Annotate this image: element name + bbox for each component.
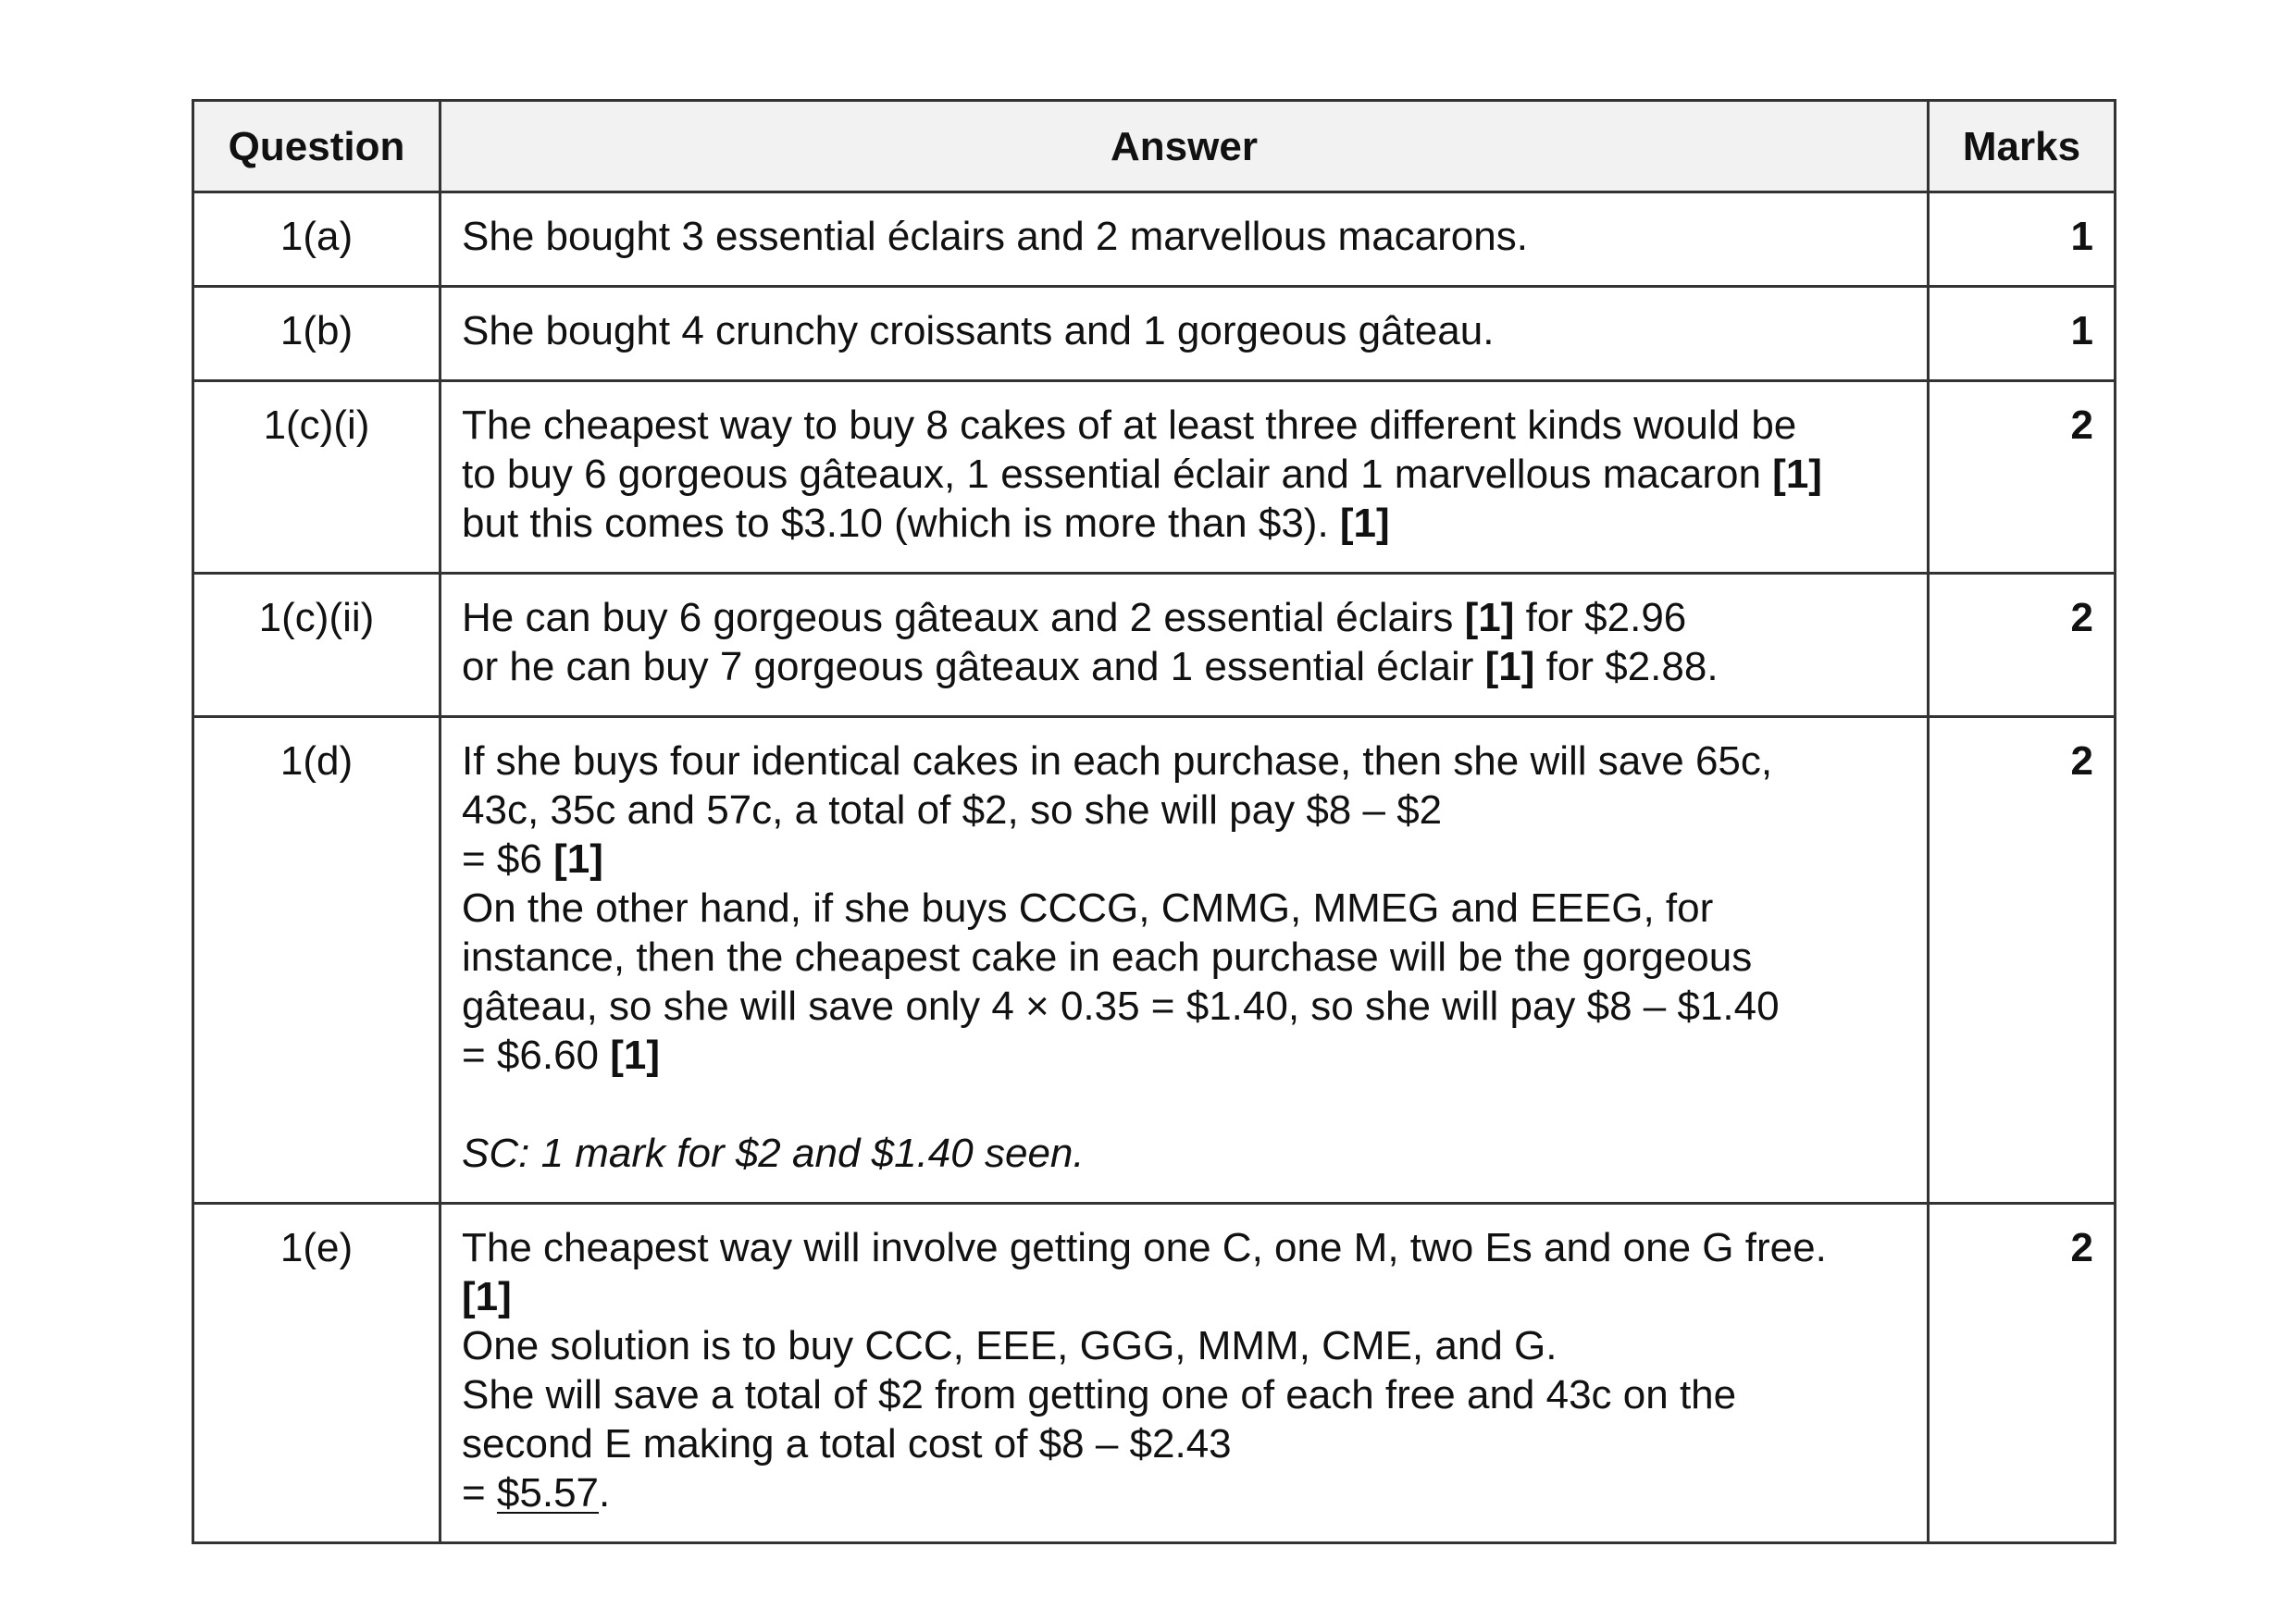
- answer-text: gâteau, so she will save only 4 × 0.35 = $1.40, so she will pay $8 – $1.40: [462, 984, 1780, 1029]
- answer-line: [462, 933, 1906, 982]
- mark-tag: [1]: [1484, 644, 1535, 689]
- table-row: [193, 287, 2116, 381]
- answer-text: second E making a total cost of $8 – $2.43: [462, 1421, 1232, 1467]
- answer-text: 43c, 35c and 57c, a total of $2, so she will pay $8 – $2: [462, 787, 1443, 833]
- blank-line: [462, 1080, 1906, 1129]
- answer-line: [462, 736, 1906, 786]
- answer-cell: [441, 192, 1929, 287]
- answer-text: = $6: [462, 836, 554, 882]
- question-cell: 1(a): [193, 192, 441, 287]
- answer-text: instance, then the cheapest cake in each purchase will be the gorgeous: [462, 934, 1753, 980]
- marks-cell: 2: [1929, 574, 2116, 717]
- header-row: [193, 101, 2116, 192]
- answer-text: .: [599, 1470, 611, 1516]
- table-row: [193, 192, 2116, 287]
- answer-text: to buy 6 gorgeous gâteaux, 1 essential éclair and 1 marvellous macaron: [462, 452, 1773, 497]
- table-row: [193, 1204, 2116, 1543]
- answer-cell: [441, 287, 1929, 381]
- answer-text: She will save a total of $2 from getting one of each free and 43c on the: [462, 1372, 1737, 1417]
- answer-line: [462, 642, 1906, 691]
- marks-cell: 2: [1929, 1204, 2116, 1543]
- answer-line: [462, 401, 1906, 450]
- mark-tag: [1]: [1464, 595, 1515, 640]
- header-marks: Marks: [1929, 101, 2116, 192]
- question-cell: 1(d): [193, 717, 441, 1204]
- answer-text: or he can buy 7 gorgeous gâteaux and 1 essential éclair: [462, 644, 1485, 689]
- answer-text: If she buys four identical cakes in each purchase, then she will save 65c,: [462, 738, 1773, 784]
- marks-cell: 1: [1929, 192, 2116, 287]
- header-answer: Answer: [441, 101, 1929, 192]
- answer-line: [462, 593, 1906, 642]
- question-cell: 1(c)(ii): [193, 574, 441, 717]
- answer-text: for $2.88.: [1534, 644, 1719, 689]
- table-body: [193, 192, 2116, 1543]
- answer-line: [462, 499, 1906, 548]
- answer-line: [462, 786, 1906, 835]
- final-answer: $5.57: [496, 1470, 600, 1516]
- answer-line: [462, 1031, 1906, 1080]
- answer-text: He can buy 6 gorgeous gâteaux and 2 essential éclairs: [462, 595, 1465, 640]
- table-row: [193, 717, 2116, 1204]
- table-row: [193, 381, 2116, 574]
- answer-line: [462, 1223, 1906, 1272]
- mark-tag: [1]: [462, 1274, 512, 1319]
- mark-tag: [1]: [610, 1033, 661, 1078]
- question-cell: 1(c)(i): [193, 381, 441, 574]
- header-question: Question: [193, 101, 441, 192]
- answer-text: The cheapest way to buy 8 cakes of at least three different kinds would be: [462, 402, 1797, 448]
- mark-tag: [1]: [553, 836, 603, 882]
- special-case-note: SC: 1 mark for $2 and $1.40 seen.: [462, 1131, 1085, 1176]
- answer-line: [462, 1272, 1906, 1321]
- answer-line: [462, 835, 1906, 884]
- table-header: [193, 101, 2116, 192]
- answer-text: On the other hand, if she buys CCCG, CMMG, MMEG and EEEG, for: [462, 885, 1714, 931]
- answer-line: [462, 1468, 1906, 1517]
- answer-cell: [441, 717, 1929, 1204]
- mark-tag: [1]: [1772, 452, 1822, 497]
- answer-text: for $2.96: [1514, 595, 1687, 640]
- marks-cell: 2: [1929, 717, 2116, 1204]
- answer-line: [462, 884, 1906, 933]
- answer-line: [462, 212, 1906, 261]
- marks-cell: 2: [1929, 381, 2116, 574]
- question-cell: 1(b): [193, 287, 441, 381]
- answer-cell: [441, 381, 1929, 574]
- marks-cell: 1: [1929, 287, 2116, 381]
- answer-text: The cheapest way will involve getting one C, one M, two Es and one G free.: [462, 1225, 1827, 1270]
- answer-cell: [441, 574, 1929, 717]
- answer-line: [462, 982, 1906, 1031]
- answer-line: [462, 450, 1906, 499]
- answer-text: =: [462, 1470, 497, 1516]
- question-cell: 1(e): [193, 1204, 441, 1543]
- answer-line: [462, 306, 1906, 355]
- answer-text: One solution is to buy CCC, EEE, GGG, MMM, CME, and G.: [462, 1323, 1558, 1368]
- mark-tag: [1]: [1339, 501, 1390, 546]
- answer-line: [462, 1370, 1906, 1419]
- answer-text: but this comes to $3.10 (which is more than $3).: [462, 501, 1340, 546]
- table-row: [193, 574, 2116, 717]
- mark-scheme-table: [192, 99, 2116, 1544]
- answer-text: She bought 4 crunchy croissants and 1 gorgeous gâteau.: [462, 308, 1495, 353]
- answer-line: [462, 1419, 1906, 1468]
- answer-line: [462, 1321, 1906, 1370]
- answer-text: She bought 3 essential éclairs and 2 marvellous macarons.: [462, 214, 1528, 259]
- answer-cell: [441, 1204, 1929, 1543]
- answer-text: = $6.60: [462, 1033, 611, 1078]
